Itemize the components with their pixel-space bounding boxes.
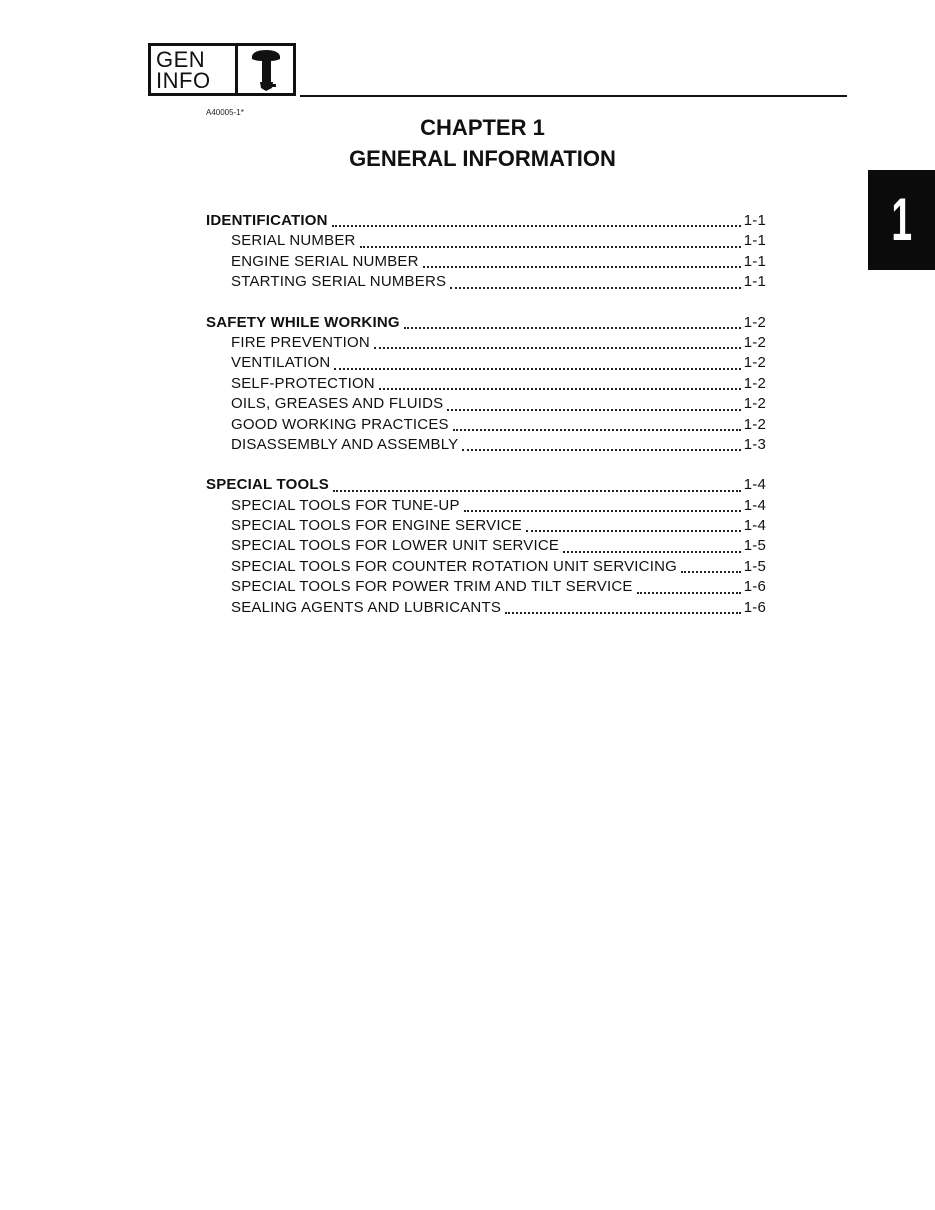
chapter-name-title: GENERAL INFORMATION — [349, 146, 616, 171]
chapter-title — [340, 112, 625, 174]
toc-entry-row — [206, 557, 766, 577]
toc-entry-row — [206, 333, 766, 353]
dot-leader — [563, 551, 741, 553]
reference-code: A40005-1* — [206, 108, 244, 117]
toc-entry-row — [206, 231, 766, 251]
toc-page-number: 1-1 — [743, 252, 766, 270]
toc-page-number: 1-2 — [743, 374, 766, 392]
badge-text — [151, 46, 238, 93]
toc-section — [206, 313, 766, 456]
toc-entry-label: ENGINE SERIAL NUMBER — [231, 252, 419, 270]
toc-page-number: 1-4 — [743, 517, 766, 535]
dot-leader — [360, 246, 741, 248]
toc-section — [206, 475, 766, 618]
chapter-number-title: CHAPTER 1 — [420, 115, 545, 140]
toc-heading-row — [206, 313, 766, 333]
toc-entry-row — [206, 516, 766, 536]
dot-leader — [447, 409, 740, 411]
toc-page-number: 1-6 — [743, 598, 766, 616]
dot-leader — [332, 225, 741, 227]
toc-entry-label: SEALING AGENTS AND LUBRICANTS — [231, 598, 502, 616]
dot-leader — [637, 592, 741, 594]
toc-entry-label: STARTING SERIAL NUMBERS — [231, 273, 447, 291]
toc-page-number: 1-5 — [743, 557, 766, 575]
dot-leader — [453, 429, 741, 431]
toc-heading-label: IDENTIFICATION — [206, 212, 328, 229]
toc-entry-row — [206, 415, 766, 435]
toc-entry-label: SERIAL NUMBER — [231, 232, 356, 250]
dot-leader — [464, 510, 741, 512]
toc-entry-label: SPECIAL TOOLS FOR COUNTER ROTATION UNIT SERVICING — [231, 557, 677, 575]
toc-entry-row — [206, 374, 766, 394]
toc-page-number: 1-2 — [743, 333, 766, 351]
toc-heading-row — [206, 475, 766, 495]
toc-entry-label: SPECIAL TOOLS FOR TUNE-UP — [231, 496, 460, 514]
section-badge — [148, 43, 296, 96]
toc-entry-label: OILS, GREASES AND FLUIDS — [231, 395, 444, 413]
toc-heading-row — [206, 211, 766, 231]
toc-entry-row — [206, 435, 766, 455]
badge-line-info: INFO — [156, 67, 211, 93]
dot-leader — [450, 287, 741, 289]
toc-entry-label: FIRE PREVENTION — [231, 333, 370, 351]
toc-entry-label: SPECIAL TOOLS FOR POWER TRIM AND TILT SERVICE — [231, 578, 633, 596]
toc-page-number: 1-4 — [743, 496, 766, 514]
toc-page-number: 1-4 — [743, 476, 766, 494]
toc-entry-row — [206, 577, 766, 597]
table-of-contents — [206, 211, 766, 638]
toc-entry-label: SELF-PROTECTION — [231, 374, 375, 392]
toc-page-number: 1-2 — [743, 313, 766, 331]
outboard-motor-glyph — [246, 48, 286, 92]
dot-leader — [526, 530, 741, 532]
toc-page-number: 1-6 — [743, 578, 766, 596]
header-rule — [300, 95, 847, 97]
dot-leader — [374, 347, 741, 349]
dot-leader — [404, 327, 741, 329]
chapter-tab — [868, 170, 935, 270]
dot-leader — [423, 266, 741, 268]
toc-page-number: 1-5 — [743, 537, 766, 555]
toc-entry-row — [206, 394, 766, 414]
toc-page-number: 1-2 — [743, 395, 766, 413]
dot-leader — [333, 490, 741, 492]
dot-leader — [505, 612, 741, 614]
toc-heading-label: SPECIAL TOOLS — [206, 476, 329, 494]
toc-heading-label: SAFETY WHILE WORKING — [206, 313, 400, 331]
dot-leader — [681, 571, 741, 573]
toc-entry-label: SPECIAL TOOLS FOR LOWER UNIT SERVICE — [231, 537, 560, 555]
dot-leader — [379, 388, 741, 390]
toc-entry-row — [206, 536, 766, 556]
badge-line-gen: GEN — [156, 46, 206, 72]
toc-entry-row — [206, 353, 766, 373]
toc-entry-label: GOOD WORKING PRACTICES — [231, 415, 449, 433]
dot-leader — [334, 368, 740, 370]
toc-page-number: 1-2 — [743, 415, 766, 433]
toc-page-number: 1-3 — [743, 435, 766, 453]
toc-page-number: 1-2 — [743, 354, 766, 372]
toc-entry-row — [206, 598, 766, 618]
toc-entry-row — [206, 272, 766, 292]
toc-entry-label: SPECIAL TOOLS FOR ENGINE SERVICE — [231, 517, 522, 535]
dot-leader — [462, 449, 740, 451]
toc-page-number: 1-1 — [743, 273, 766, 291]
toc-entry-label: VENTILATION — [231, 354, 331, 372]
toc-entry-label: DISASSEMBLY AND ASSEMBLY — [231, 435, 459, 453]
toc-entry-row — [206, 252, 766, 272]
toc-page-number: 1-1 — [743, 212, 766, 229]
toc-page-number: 1-1 — [743, 232, 766, 250]
toc-entry-row — [206, 496, 766, 516]
toc-section — [206, 211, 766, 293]
chapter-tab-number: 1 — [891, 186, 912, 253]
outboard-motor-icon — [238, 46, 293, 93]
